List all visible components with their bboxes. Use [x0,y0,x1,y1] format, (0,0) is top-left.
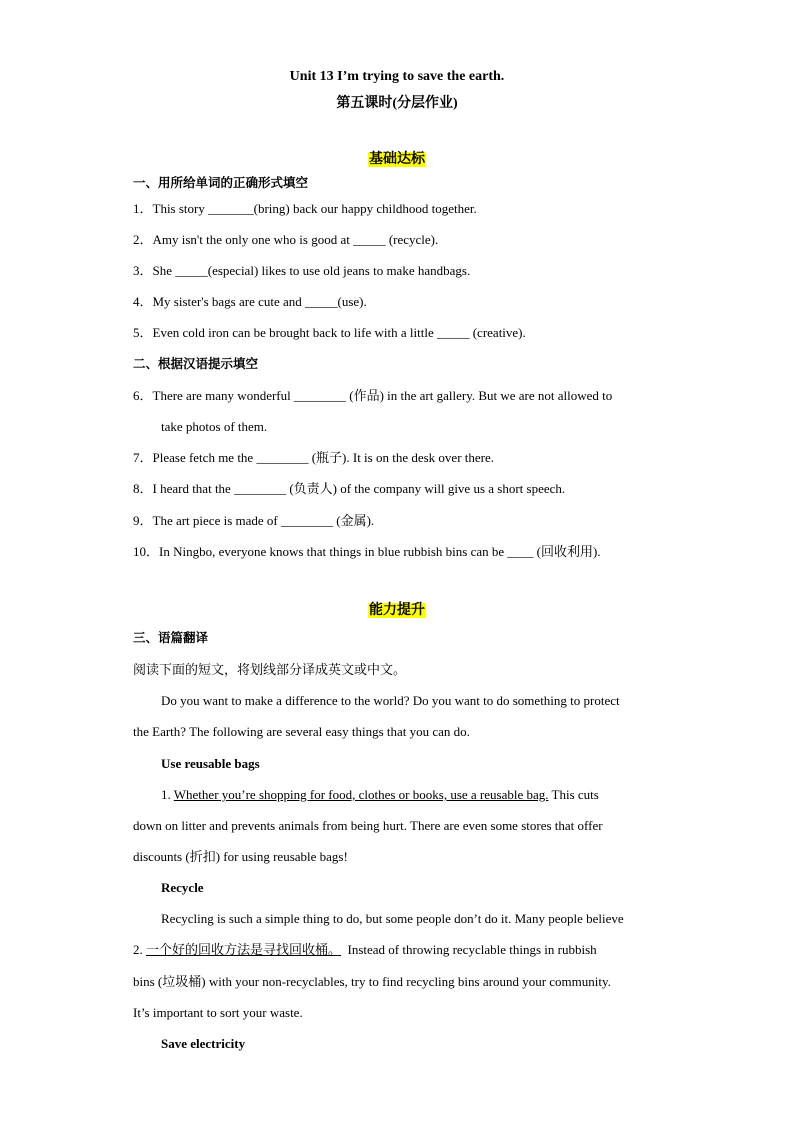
page-subtitle: 第五课时(分层作业) [336,96,458,111]
recycle-line-1: Recycling is such a simple thing to do, but some people don’t do it. Many people believe [161,911,624,926]
recycle-line-2-suffix: Instead of throwing recyclable things in rubbish [341,942,597,957]
intro-line-2: the Earth? The following are several easy things that you can do. [133,724,470,739]
question-2: 2．Amy isn't the only one who is good at _____ (recycle). [133,232,439,247]
recycle-underlined-sentence: 一个好的回收方法是寻找回收桶。 [146,942,342,957]
bags-line-1-suffix: This cuts [548,787,599,802]
recycle-line-2-prefix: 2. [133,942,146,957]
recycle-line-3: bins (垃圾桶) with your non-recyclables, try to find recycling bins around your community. [133,974,611,989]
question-9: 9．The art piece is made of ________ (金属). [133,513,375,528]
reusable-bags-heading: Use reusable bags [161,756,260,771]
question-6-continued: take photos of them. [161,419,268,434]
advanced-section-heading-text: 能力提升 [369,603,425,618]
question-5: 5．Even cold iron can be brought back to life with a little _____ (creative). [133,325,526,340]
bags-line-2: down on litter and prevents animals from being hurt. There are even some stores that offer [133,818,603,833]
save-electricity-heading: Save electricity [161,1036,246,1051]
part3-instruction: 阅读下面的短文，将划线部分译成英文或中文。 [133,662,407,677]
bags-underlined-sentence: Whether you’re shopping for food, clothes or books, use a reusable bag. [173,787,549,802]
bags-line-1 [161,787,599,803]
bags-line-3: discounts (折扣) for using reusable bags! [133,849,348,864]
part2-heading: 二、根据汉语提示填空 [133,357,259,371]
page-title: Unit 13 I’m trying to save the earth. [289,69,505,84]
recycle-line-4: It’s important to sort your waste. [133,1005,303,1020]
part1-heading: 一、用所给单词的正确形式填空 [133,176,309,190]
advanced-section-heading [0,601,794,621]
basic-section-heading [0,150,794,170]
question-6: 6．There are many wonderful ________ (作品) in the art gallery. But we are not allowed to [133,388,613,403]
question-8: 8．I heard that the ________ (负责人) of the company will give us a short speech. [133,481,566,496]
question-4: 4．My sister's bags are cute and _____(use). [133,294,367,309]
part3-heading: 三、语篇翻译 [133,631,209,645]
recycle-line-2 [133,942,597,958]
question-1: 1．This story _______(bring) back our happy childhood together. [133,201,477,216]
intro-line-1: Do you want to make a difference to the world? Do you want to do something to protect [161,693,620,708]
question-10: 10．In Ningbo, everyone knows that things in blue rubbish bins can be ____ (回收利用). [133,544,601,559]
question-7: 7．Please fetch me the ________ (瓶子). It is on the desk over there. [133,450,495,465]
basic-section-heading-text: 基础达标 [369,152,425,167]
question-3: 3．She _____(especial) likes to use old jeans to make handbags. [133,263,471,278]
bags-line-1-prefix: 1. [161,787,174,802]
recycle-heading: Recycle [161,880,204,895]
